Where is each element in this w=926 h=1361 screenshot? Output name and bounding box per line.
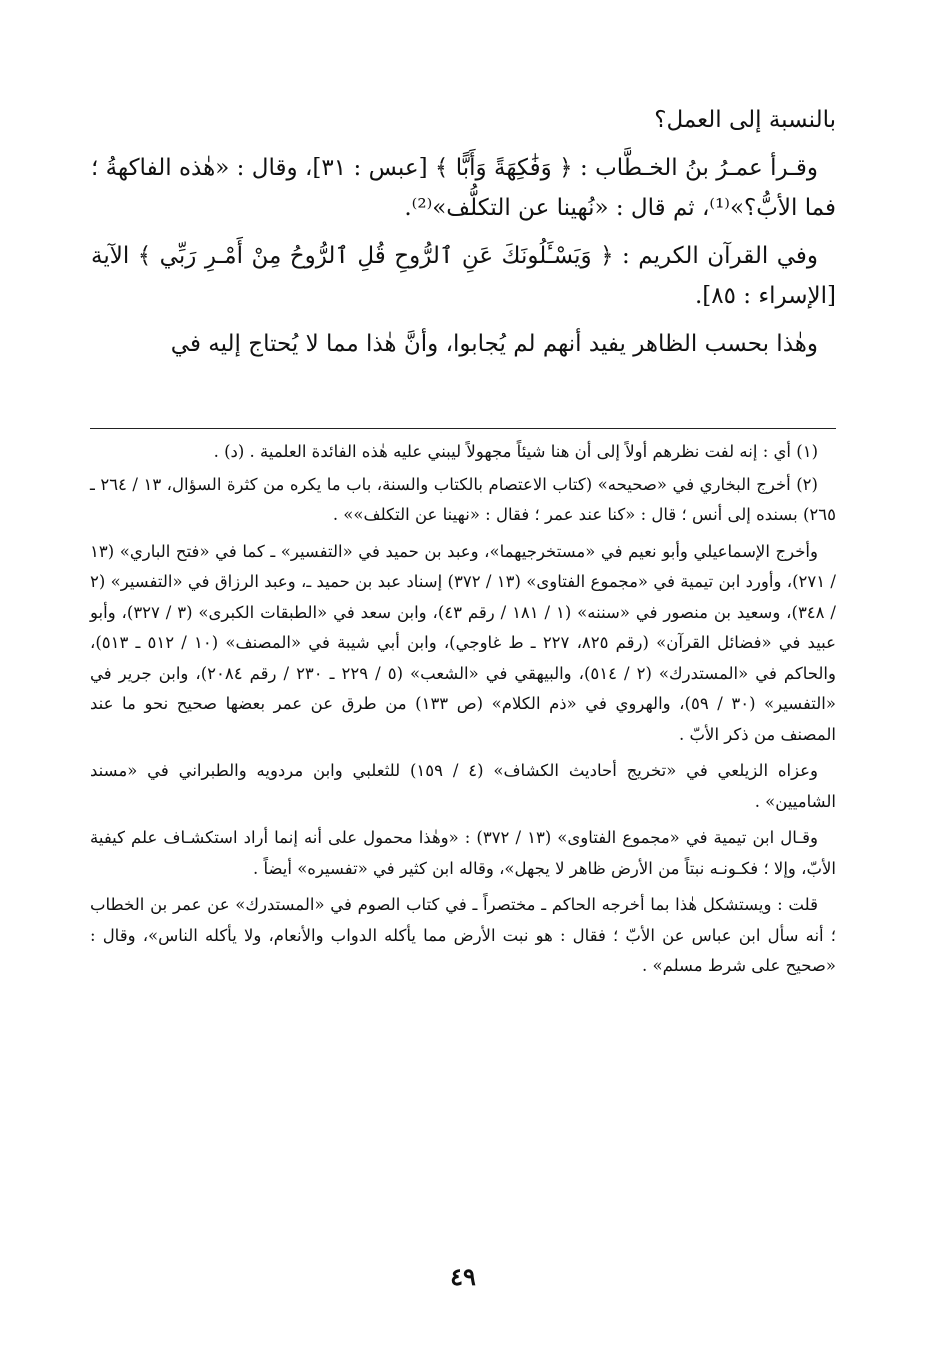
main-paragraph-quran: وفي القرآن الكريم : ﴿ وَيَسْـَٔلُونَكَ عَنِ ٱلرُّوحِ قُلِ ٱلرُّوحُ مِنْ أَمْـرِ رَبِّي ﴾ الآية [الإسراء : ٨٥]. (91, 243, 836, 309)
footnotes (90, 437, 836, 988)
footnote-2-sources: وأخرج الإسماعيلي وأبو نعيم في «مستخرجيهما»، وعبد بن حميد في «التفسير» ـ كما في «فتح الباري» (١٣ / ٢٧١)، وأورد ابن تيمية في «مجموع الفتاوى» (١٣ / ٣٧٢) إسناد عبد بن حميد ـ، وعبد الرزاق في «التفسير» (٢ / ٣٤٨)، وسعيد بن منصور في «سننه» (١ / ١٨١ / رقم ٤٣)، وابن سعد في «الطبقات الكبرى» (٣ / ٣٢٧)، وأبو عبيد في «فضائل القرآن» (رقم ٨٢٥، ٢٢٧ ـ ط غاوجي)، وابن أبي شيبة في «المصنف» (١٠ / ٥١٢ ـ ٥١٣)، والحاكم في «المستدرك» (٢ / ٥١٤)، والبيهقي في «الشعب» (٥ / ٢٢٩ ـ ٢٣٠ / رقم ٢٠٨٤)، وابن جرير في «التفسير» (٣٠ / ٥٩)، والهروي في «ذم الكلام» (ص ١٣٣) من طرق عن عمر بعضها صحيح نحو ما عند المصنف من ذكر الأبّ . (90, 541, 836, 744)
main-paragraph-interpretation: وهٰذا بحسب الظاهر يفيد أنهم لم يُجابوا، وأنَّ هٰذا مما لا يُحتاج إليه في (170, 331, 818, 357)
footnote-2: (٢) أخرج البخاري في «صحيحه» (كتاب الاعتصام بالكتاب والسنة، باب ما يكره من كثرة السؤال، ١٣ / ٢٦٤ ـ ٢٦٥) بسنده إلى أنس ؛ قال : «كنا عند عمر ؛ فقال : «نهينا عن التكلف»» . (90, 474, 836, 524)
main-paragraph-continuation: بالنسبة إلى العمل؟ (654, 107, 836, 133)
main-text (91, 100, 836, 364)
footnote-2-zaylai: وعزاه الزيلعي في «تخريج أحاديث الكشاف» (٤ / ١٥٩) للثعلبي وابن مردويه والطبراني في «مسند الشاميين» . (90, 761, 836, 811)
page-number: ٤٩ (450, 1262, 476, 1291)
footnote-1: (١) أي : إنه لفت نظرهم أولاً إلى أن هنا شيئاً مجهولاً ليبني عليه هٰذه الفائدة العلمية . (د) . (213, 442, 818, 461)
footnote-2-author-note: قلت : ويستشكل هٰذا بما أخرجه الحاكم ـ مختصراً ـ في كتاب الصوم في «المستدرك» عن عمر بن الخطاب ؛ أنه سأل ابن عباس عن الأبّ ؛ فقال : هو نبت الأرض مما يأكله الدواب والأنعام، ولا يأكله الناس»، وقال : «صحيح على شرط مسلم» . (90, 895, 836, 975)
main-paragraph-umar: وقـرأ عمـرُ بنُ الخـطَّاب : ﴿ وَفَٰكِهَةً وَأَبًّا ﴾ [عبس : ٣١]، وقال : «هٰذه الفاكهةُ ؛ فما الأبُّ؟»⁽¹⁾، ثم قال : «نُهينا عن التكلُّف»⁽²⁾. (91, 155, 836, 221)
footnote-divider (90, 428, 836, 429)
footnote-2-ibn-taymiyya: وقـال ابن تيمية في «مجموع الفتاوى» (١٣ / ٣٧٢) : «وهٰذا محمول على أنه إنما أراد استكشـاف علم كيفية الأبّ، وإلا ؛ فكـونـه نبتاً من الأرض ظاهر لا يجهل»، وقاله ابن كثير في «تفسيره» أيضاً . (90, 828, 836, 878)
